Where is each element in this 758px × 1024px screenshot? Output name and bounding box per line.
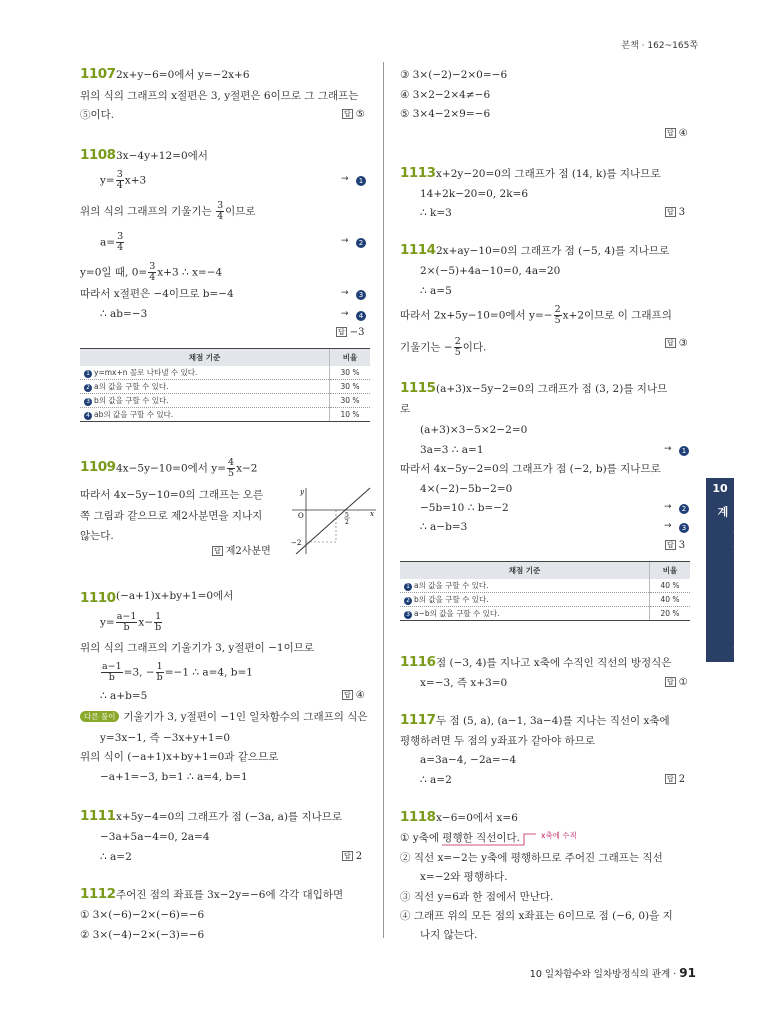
p1117-line4: ∴ a=2 — [420, 774, 452, 786]
graph-x-label: x — [370, 510, 374, 518]
answer-tag-icon: 답 — [667, 129, 674, 137]
p1115-answer: 답 3 — [667, 540, 686, 551]
p1107-equation: 2x+y−6=0에서 y=−2x+6 — [116, 69, 250, 81]
p1112-answer: 답 ④ — [667, 128, 688, 139]
rubric-row: 3 a−b의 값을 구할 수 있다. 20 % — [400, 607, 690, 621]
arrow-icon: → — [341, 236, 349, 246]
p1108-line3: 위의 식의 그래프의 기울기는 $\frac{3}{4}$ 이므로 — [80, 200, 256, 222]
rubric-header-ratio: 비율 — [650, 562, 691, 580]
problem-number-1118: 1118 — [400, 809, 436, 825]
p1116-answer: 답 ① — [667, 677, 688, 688]
p1112-line6: ⑤ 3×4−2×9=−6 — [400, 108, 491, 120]
p1109-equation: 4x−5y−10=0에서 y= $\frac{4}{5}$ x−2 — [116, 457, 258, 479]
p1108-line5: y=0일 때, 0= $\frac{3}{4}$ x+3 ∴ x=−4 — [80, 261, 223, 283]
p1112-line4: ③ 3×(−2)−2×0=−6 — [400, 69, 508, 81]
side-tab-number: 10 — [712, 482, 728, 495]
graph-y-label: y — [300, 488, 304, 496]
rubric-row: 2 a의 값을 구할 수 있다. 30 % — [80, 380, 370, 394]
other-solution-badge: 다른 풀이 — [80, 711, 119, 722]
p1114-line2: 2×(−5)+4a−10=0, 4a=20 — [420, 265, 561, 277]
p1109-answer: 답 제2사분면 — [214, 546, 271, 557]
chapter-side-tab — [706, 478, 745, 662]
p1108-equation: 3x−4y+12=0에서 — [116, 150, 208, 162]
rubric-row: 3 b의 값을 구할 수 있다. 30 % — [80, 394, 370, 408]
p1115-line2: (a+3)×3−5×2−2=0 — [420, 424, 528, 436]
p1116-line2: x=−3, 즉 x+3=0 — [420, 677, 508, 689]
p1110-line5: ∴ a+b=5 — [100, 690, 148, 702]
p1118-line5: ③ 직선 y=6과 한 점에서 만난다. — [400, 891, 554, 903]
rubric-header-criteria: 채점 기준 — [400, 562, 650, 580]
p1110-other-solution-2: y=3x−1, 즉 −3x+y+1=0 — [100, 732, 231, 744]
footer-chapter: 10 일차함수와 일차방정식의 관계 · — [529, 969, 680, 980]
problem-number-1110: 1110 — [80, 590, 116, 606]
p1117-line3: a=3a−4, −2a=−4 — [420, 754, 517, 766]
p1108-line6: 따라서 x절편은 −4이므로 b=−4 — [80, 288, 234, 300]
rubric-header-criteria: 채점 기준 — [80, 349, 330, 367]
p1112-line3: ② 3×(−4)−2×(−3)=−6 — [80, 929, 205, 941]
p1115-line5: 4×(−2)−5b−2=0 — [420, 483, 513, 495]
p1116-equation: 점 (−3, 4)를 지나고 x축에 수직인 직선의 방정식은 — [436, 657, 672, 669]
p1113-line3: ∴ k=3 — [420, 207, 452, 219]
answer-tag-icon: 답 — [338, 328, 345, 336]
p1111-line2: −3a+5a−4=0, 2a=4 — [100, 831, 210, 843]
answer-tag-icon: 답 — [667, 541, 674, 549]
answer-tag-icon: 답 — [667, 339, 674, 347]
answer-value: ⑤ — [355, 109, 365, 120]
problem-number-1109: 1109 — [80, 459, 116, 475]
graph-x-intercept-den: 2 — [345, 519, 349, 526]
page-footer — [530, 966, 696, 980]
answer-tag-icon: 답 — [667, 208, 674, 216]
rubric-row: 4 ab의 값을 구할 수 있다. 10 % — [80, 408, 370, 422]
p1110-line4: $\frac{a-1}{b}$ =3, − $\frac{1}{b}$ =−1 ∴ a=4, b=1 — [102, 661, 253, 683]
p1110-answer: 답 ④ — [344, 690, 365, 701]
rubric-row: 2 b의 값을 구할 수 있다. 40 % — [400, 593, 690, 607]
step-marker-2: 2 — [679, 504, 689, 514]
p1110-other-solution-4: −a+1=−3, b=1 ∴ a=4, b=1 — [100, 771, 248, 783]
step-marker-2: 2 — [356, 238, 366, 248]
p1117-line2: 평행하려면 두 점의 y좌표가 같아야 하므로 — [400, 735, 596, 747]
arrow-icon: → — [664, 502, 672, 512]
p1110-other-solution-1: 다른 풀이 기울기가 3, y절편이 −1인 일차함수의 그래프의 식은 — [80, 710, 368, 724]
p1118-line6: ④ 그래프 위의 모든 점의 x좌표는 6이므로 점 (−6, 0)을 지 — [400, 910, 673, 922]
rubric-row: 1 a의 값을 구할 수 있다. 40 % — [400, 579, 690, 593]
p1118-line3: ② 직선 x=−2는 y축에 평행하므로 주어진 그래프는 직선 — [400, 852, 663, 864]
problem-number-1117: 1117 — [400, 712, 436, 728]
p1113-line2: 14+2k−20=0, 2k=6 — [420, 188, 529, 200]
step-marker-3: 3 — [679, 523, 689, 533]
p1110-other-solution-3: 위의 식이 (−a+1)x+by+1=0과 같으므로 — [80, 751, 279, 763]
p1107-line3: ⑤이다. — [80, 109, 115, 121]
p1108-answer: 답 −3 — [338, 327, 365, 338]
p1108-line7: ∴ ab=−3 — [100, 308, 148, 320]
p1107-answer — [342, 108, 365, 122]
page-number: 91 — [679, 966, 696, 980]
answer-tag-icon: 답 — [344, 852, 351, 860]
arrow-icon: → — [664, 444, 672, 454]
p1118-note-bracket — [440, 830, 540, 848]
p1108-line4: a= $\frac{3}{4}$ — [100, 231, 124, 253]
rubric-row: 1 y=mx+n 꼴로 나타낼 수 있다. 30 % — [80, 366, 370, 380]
p1115-line1b: 로 — [400, 403, 411, 415]
p1115-line3: 3a=3 ∴ a=1 — [420, 444, 484, 456]
arrow-icon: → — [664, 521, 672, 531]
step-marker-1: 1 — [679, 446, 689, 456]
answer-tag-icon: 답 — [214, 547, 221, 555]
p1108-rubric-table — [80, 348, 370, 422]
graph-origin-label: O — [298, 512, 304, 520]
p1110-equation: (−a+1)x+by+1=0에서 — [116, 590, 234, 602]
p1113-equation: x+2y−20=0의 그래프가 점 (14, k)를 지나므로 — [436, 168, 661, 180]
p1114-equation: 2x+ay−10=0의 그래프가 점 (−5, 4)를 지나므로 — [436, 245, 670, 257]
step-marker-1: 1 — [356, 176, 366, 186]
p1112-line5: ④ 3×2−2×4≠−6 — [400, 89, 491, 101]
p1109-line3: 쪽 그림과 같으므로 제2사분면을 지나지 — [80, 510, 263, 522]
page-header: 본책 · 162~165쪽 — [621, 41, 698, 51]
answer-tag-icon: 답 — [667, 775, 674, 783]
p1115-rubric-table — [400, 561, 690, 621]
p1115-line6: −5b=10 ∴ b=−2 — [420, 502, 509, 514]
p1109-line4: 않는다. — [80, 530, 114, 542]
p1110-line2: y= $\frac{a-1}{b}$ x− $\frac{1}{b}$ — [100, 611, 162, 633]
problem-number-1116: 1116 — [400, 654, 436, 670]
answer-tag-icon: 답 — [344, 691, 351, 699]
problem-number-1108: 1108 — [80, 147, 116, 163]
p1111-equation: x+5y−4=0의 그래프가 점 (−3a, a)를 지나므로 — [116, 811, 343, 823]
answer-tag-icon: 답 — [667, 678, 674, 686]
p1110-line3: 위의 식의 그래프의 기울기가 3, y절편이 −1이므로 — [80, 642, 315, 654]
arrow-icon: → — [341, 288, 349, 298]
p1109-line2: 따라서 4x−5y−10=0의 그래프는 오른 — [80, 489, 264, 501]
p1115-line7: ∴ a−b=3 — [420, 521, 468, 533]
problem-number-1114: 1114 — [400, 242, 436, 258]
answer-tag-icon: 답 — [344, 110, 351, 118]
arrow-icon: → — [341, 309, 349, 319]
p1109-line-graph — [288, 484, 378, 556]
rubric-header-ratio: 비율 — [330, 349, 371, 367]
p1113-answer: 답 3 — [667, 207, 686, 218]
step-marker-4: 4 — [356, 311, 366, 321]
step-marker-3: 3 — [356, 290, 366, 300]
p1115-line4: 따라서 4x−5y−2=0의 그래프가 점 (−2, b)를 지나므로 — [400, 463, 661, 475]
p1107-line2: 위의 식의 그래프의 x절편은 3, y절편은 6이므로 그 그래프는 — [80, 90, 359, 102]
p1114-line3: ∴ a=5 — [420, 285, 452, 297]
p1111-line3: ∴ a=2 — [100, 851, 132, 863]
column-divider — [383, 62, 384, 938]
p1114-line5: 기울기는 − $\frac{2}{5}$ 이다. — [400, 336, 487, 358]
p1112-equation: 주어진 점의 좌표를 3x−2y=−6에 각각 대입하면 — [116, 889, 344, 901]
problem-number-1112: 1112 — [80, 886, 116, 902]
problem-number-1115: 1115 — [400, 380, 436, 396]
p1114-line4: 따라서 2x+5y−10=0에서 y=− $\frac{2}{5}$ x+2이므로 이 그래프의 — [400, 304, 672, 326]
p1117-answer: 답 2 — [667, 774, 686, 785]
p1115-equation: (a+3)x−5y−2=0의 그래프가 점 (3, 2)를 지나므 — [436, 383, 668, 395]
p1118-equation: x−6=0에서 x=6 — [436, 812, 518, 824]
problem-number-1107: 1107 — [80, 66, 116, 82]
p1118-line4: x=−2와 평행하다. — [420, 871, 508, 883]
p1117-equation: 두 점 (5, a), (a−1, 3a−4)를 지나는 직선이 x축에 — [436, 715, 670, 727]
p1112-line2: ① 3×(−6)−2×(−6)=−6 — [80, 909, 205, 921]
p1118-line2: ① y축에 평행한 직선이다. — [400, 832, 520, 844]
p1118-margin-note: x축에 수직 — [541, 831, 577, 840]
p1111-answer: 답 2 — [344, 851, 363, 862]
p1118-line7: 나지 않는다. — [420, 929, 478, 941]
graph-y-intercept: −2 — [291, 539, 302, 547]
problem-number-1111: 1111 — [80, 808, 116, 824]
p1108-line2: y= $\frac{3}{4}$ x+3 — [100, 169, 147, 191]
p1114-answer: 답 ③ — [667, 338, 688, 349]
side-tab-title: 일차함수와 일차방정식의 관계 — [716, 506, 745, 653]
graph-x-intercept-num: 5 — [345, 512, 349, 519]
arrow-icon: → — [341, 174, 349, 184]
problem-number-1113: 1113 — [400, 165, 436, 181]
